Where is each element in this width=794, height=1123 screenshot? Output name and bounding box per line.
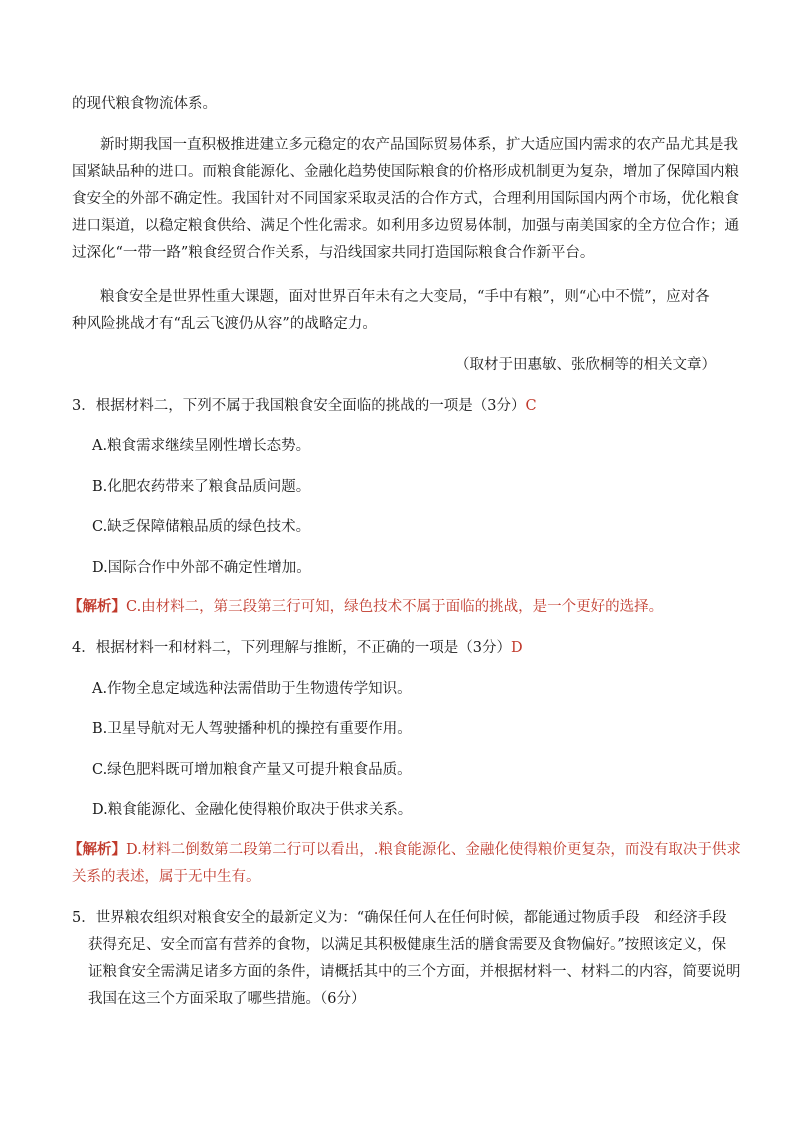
paragraph-line: 国紧缺品种的进口。而粮食能源化、金融化趋势使国际粮食的价格形成机制更为复杂，增加了保障国内粮 xyxy=(72,164,739,180)
paragraph-line: 的现代粮食物流体系。 xyxy=(72,96,217,112)
analysis-text: D.材料二倒数第二段第二行可以看出，.粮食能源化、金融化使得粮价更复杂，而没有取决于供求 xyxy=(126,842,741,858)
question-stem-text: 4．根据材料一和材料二，下列理解与推断，不正确的一项是（3分） xyxy=(72,640,511,656)
question-4-stem xyxy=(72,638,523,658)
question-5-line: 获得充足、安全而富有营养的食物，以满足其积极健康生活的膳食需要及食物偏好。”按照该定义，保 xyxy=(88,937,727,953)
paragraph-line: 粮食安全是世界性重大课题，面对世界百年未有之大变局，“手中有粮”，则“心中不慌”，应对各 xyxy=(100,289,710,305)
source-citation: （取材于田惠敏、张欣桐等的相关文章） xyxy=(455,357,716,373)
question-5-line: 证粮食安全需满足诸多方面的条件，请概括其中的三个方面，并根据材料一、材料二的内容，简要说明 xyxy=(88,964,741,980)
question-3-analysis xyxy=(68,597,663,617)
question-3-option-b: B.化肥农药带来了粮食品质问题。 xyxy=(92,479,311,495)
analysis-text: C.由材料二，第三段第三行可知，绿色技术不属于面临的挑战，是一个更好的选择。 xyxy=(126,599,664,615)
paragraph-line: 过深化“一带一路”粮食经贸合作关系，与沿线国家共同打造国际粮食合作新平台。 xyxy=(72,245,595,261)
question-3-option-a: A.粮食需求继续呈刚性增长态势。 xyxy=(92,438,311,454)
question-4-option-c: C.绿色肥料既可增加粮食产量又可提升粮食品质。 xyxy=(92,762,412,778)
question-4-option-b: B.卫星导航对无人驾驶播种机的操控有重要作用。 xyxy=(92,721,412,737)
question-3-stem xyxy=(72,396,537,416)
question-3-option-c: C.缺乏保障储粮品质的绿色技术。 xyxy=(92,519,311,535)
question-5-line: 我国在这三个方面采取了哪些措施。（6分） xyxy=(88,991,366,1007)
question-4-option-d: D.粮食能源化、金融化使得粮价取决于供求关系。 xyxy=(92,802,413,818)
question-3-answer: C xyxy=(525,398,537,414)
question-4-analysis xyxy=(68,840,741,860)
question-5-line: 5．世界粮农组织对粮食安全的最新定义为：“确保任何人在任何时候，都能通过物质手段 和经济手段 xyxy=(72,910,727,926)
paragraph-line: 食安全的外部不确定性。我国针对不同国家采取灵活的合作方式，合理利用国际国内两个市场，优化粮食 xyxy=(72,191,739,207)
question-3-option-d: D.国际合作中外部不确定性增加。 xyxy=(92,560,311,576)
question-4-option-a: A.作物全息定域选种法需借助于生物遗传学知识。 xyxy=(92,681,412,697)
paragraph-line: 新时期我国一直积极推进建立多元稳定的农产品国际贸易体系，扩大适应国内需求的农产品尤其是我 xyxy=(100,137,738,153)
question-stem-text: 3．根据材料二，下列不属于我国粮食安全面临的挑战的一项是（3分） xyxy=(72,398,526,414)
paragraph-line: 种风险挑战才有“乱云飞渡仍从容”的战略定力。 xyxy=(72,316,377,332)
analysis-label: 【解析】 xyxy=(68,841,126,858)
paragraph-line: 进口渠道，以稳定粮食供给、满足个性化需求。如利用多边贸易体制，加强与南美国家的全方位合作；通 xyxy=(72,218,739,234)
question-4-analysis-cont: 关系的表述，属于无中生有。 xyxy=(72,869,261,885)
analysis-label: 【解析】 xyxy=(68,598,126,615)
question-4-answer: D xyxy=(510,640,523,656)
